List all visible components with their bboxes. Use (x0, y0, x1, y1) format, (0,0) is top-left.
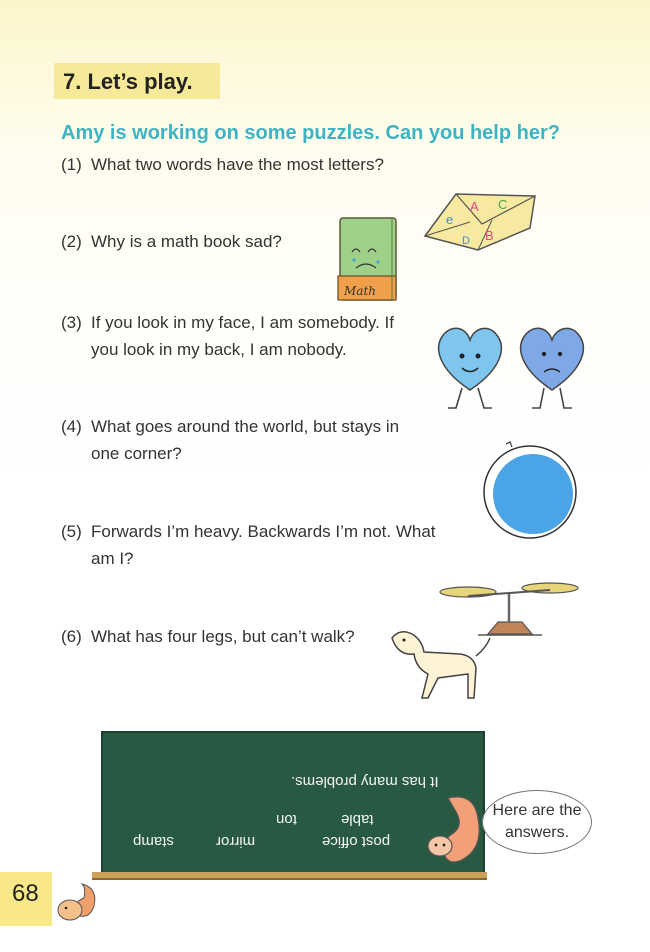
speech-bubble: Here are the answers. (482, 790, 592, 854)
answer-stamp: stamp (133, 833, 174, 850)
book-label: Math (344, 284, 376, 298)
answer-table: table (341, 811, 374, 828)
question-number: (6) (61, 627, 82, 646)
page-number: 68 (12, 880, 39, 907)
math-book-illustration (334, 212, 402, 304)
envelope-letter-e: e (446, 212, 454, 227)
question-text-cont: am I? (91, 549, 134, 568)
squirrel-illustration (418, 788, 484, 872)
question-text-cont: you look in my back, I am nobody. (91, 340, 347, 359)
stamp-circle-illustration (480, 440, 580, 540)
answer-mirror: mirror (216, 833, 256, 850)
section-title: 7. Let’s play. (54, 63, 220, 99)
question-3 (61, 309, 441, 363)
question-text: What two words have the most letters? (91, 155, 384, 174)
question-4 (61, 413, 441, 467)
question-text: If you look in my face, I am somebody. If (91, 313, 394, 332)
envelope-letter-b: B (485, 228, 494, 243)
envelope-illustration (420, 188, 545, 260)
squirrel-mascot-icon (52, 878, 100, 926)
question-number: (3) (61, 313, 82, 332)
question-text: What has four legs, but can’t walk? (91, 627, 355, 646)
heart-back-illustration (514, 318, 590, 413)
question-2 (61, 228, 282, 255)
question-text: What goes around the world, but stays in (91, 417, 400, 436)
question-1 (61, 151, 384, 178)
question-number: (5) (61, 522, 82, 541)
dog-illustration (386, 626, 496, 710)
question-5 (61, 518, 491, 572)
question-text-cont: one corner? (91, 444, 182, 463)
answer-ton: ton (276, 811, 297, 828)
question-number: (1) (61, 155, 82, 174)
heart-front-illustration (430, 318, 510, 413)
answer-row-3: It has many problems. (291, 773, 439, 790)
envelope-letter-c: C (498, 197, 508, 212)
envelope-letter-a: A (470, 199, 479, 214)
question-text: Why is a math book sad? (91, 232, 282, 251)
question-number: (2) (61, 232, 82, 251)
question-6 (61, 623, 355, 650)
envelope-letter-d: D (462, 235, 470, 247)
answer-post-office: post office (322, 833, 391, 850)
intro-text: Amy is working on some puzzles. Can you help her? (61, 122, 560, 144)
question-number: (4) (61, 417, 82, 436)
chalk-tray (92, 872, 487, 880)
question-text: Forwards I’m heavy. Backwards I’m not. What (91, 522, 436, 541)
